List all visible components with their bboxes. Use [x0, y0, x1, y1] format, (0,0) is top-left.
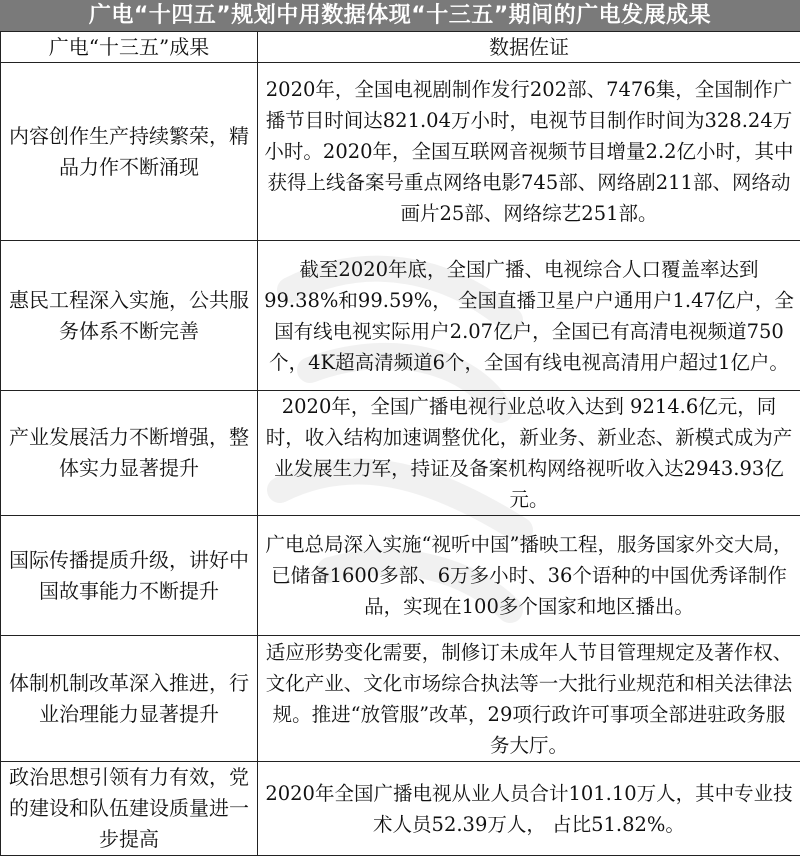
evidence-cell: 2020年全国广播电视从业人员合计101.10万人，其中专业技术人员52.39万人， 占比51.82%。: [258, 762, 800, 856]
table-header-row: [1, 32, 800, 63]
table-row: [1, 241, 800, 391]
achievement-cell: 政治思想引领有力有效，党的建设和队伍建设质量进一步提高: [1, 762, 258, 856]
table-row: [1, 391, 800, 516]
achievement-cell: 产业发展活力不断增强，整体实力显著提升: [1, 391, 258, 516]
page-title: 广电“十四五”规划中用数据体现“十三五”期间的广电发展成果: [0, 0, 800, 31]
header-evidence: 数据佐证: [258, 32, 800, 63]
evidence-cell: 2020年，全国广播电视行业总收入达到 9214.6亿元，同时，收入结构加速调整优化，新业务、新业态、新模式成为产业发展生力军，持证及备案机构网络视听收入达2943.93亿元。: [258, 391, 800, 516]
evidence-cell: 适应形势变化需要，制修订未成年人节目管理规定及著作权、文化产业、文化市场综合执法等一大批行业规范和相关法律法规。推进“放管服”改革，29项行政许可事项全部进驻政务服务大厅。: [258, 636, 800, 762]
achievement-cell: 内容创作生产持续繁荣，精品力作不断涌现: [1, 63, 258, 241]
achievement-cell: 体制机制改革深入推进，行业治理能力显著提升: [1, 636, 258, 762]
table-row: [1, 762, 800, 856]
evidence-cell: 广电总局深入实施“视听中国”播映工程，服务国家外交大局，已储备1600多部、6万多小时、36个语种的中国优秀译制作品，实现在100多个国家和地区播出。: [258, 516, 800, 636]
table-row: [1, 516, 800, 636]
header-achievement: 广电“十三五”成果: [1, 32, 258, 63]
achievements-table: [0, 31, 800, 856]
table-row: [1, 636, 800, 762]
evidence-cell: 截至2020年底，全国广播、电视综合人口覆盖率达到99.38%和99.59%， 全国直播卫星户户通用户1.47亿户，全国有线电视实际用户2.07亿户，全国已有高清电视频道750个，4K超高清频道6个，全国有线电视高清用户超过1亿户。: [258, 241, 800, 391]
achievement-cell: 惠民工程深入实施，公共服务体系不断完善: [1, 241, 258, 391]
achievement-cell: 国际传播提质升级，讲好中国故事能力不断提升: [1, 516, 258, 636]
evidence-cell: 2020年，全国电视剧制作发行202部、7476集，全国制作广播节目时间达821.04万小时，电视节目制作时间为328.24万小时。2020年，全国互联网音视频节目增量2.2亿小时，其中获得上线备案号重点网络电影745部、网络剧211部、网络动画片25部、网络综艺251部。: [258, 63, 800, 241]
table-row: [1, 63, 800, 241]
